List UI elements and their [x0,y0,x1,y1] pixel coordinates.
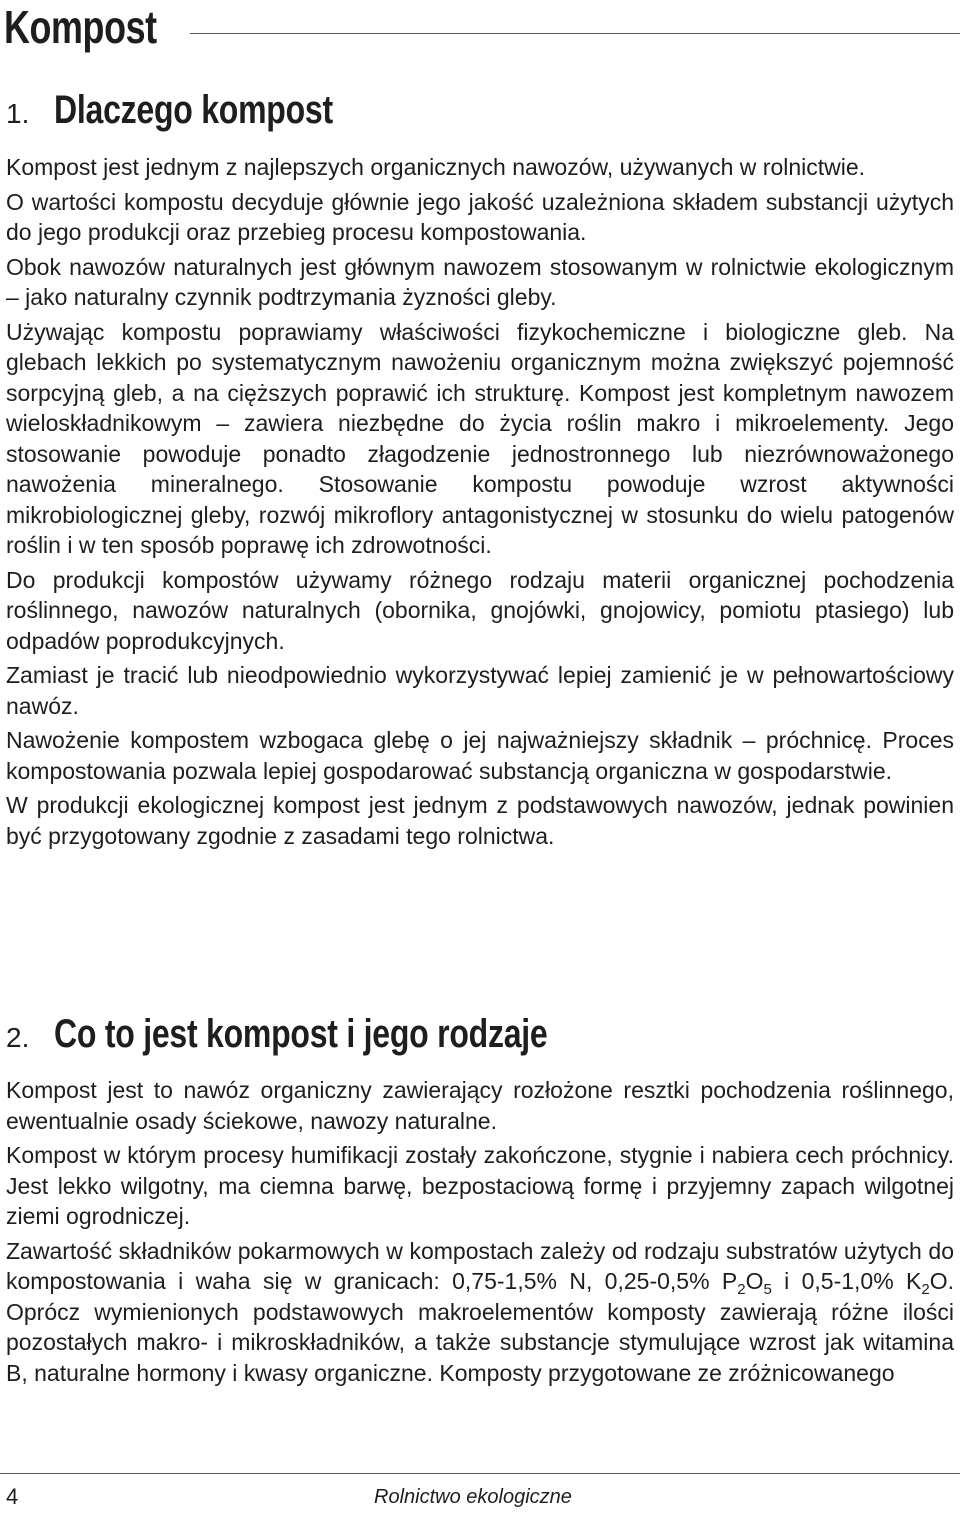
section-2-body [6,1075,954,1392]
subscript: 2 [737,1281,746,1298]
section-1-title: Dlaczego kompost [54,88,333,132]
section-1-heading [6,88,403,133]
paragraph: Obok nawozów naturalnych jest głównym nawozem stosowanym w rolnictwie ekologicznym – jako naturalny czynnik podtrzymania żyzności gleby. [6,253,954,310]
section-1-number: 1. [6,98,30,129]
paragraph: W produkcji ekologicznej kompost jest jednym z podstawowych nawozów, jednak powinien być przygotowany zgodnie z zasadami tego rolnictwa. [6,792,954,849]
paragraph: Kompost w którym procesy humifikacji zostały zakończone, stygnie i nabiera cech próchnicy. Jest lekko wilgotny, ma ciemna barwę, bezpostaciową formę i przyjemny zapach wilgotnej ziemi ogrodniczej. [6,1142,954,1229]
page-title: Kompost [4,1,157,53]
title-divider [190,33,960,34]
section-2-title: Co to jest kompost i jego rodzaje [54,1012,548,1056]
paragraph: Kompost jest jednym z najlepszych organicznych nawozów, używanych w rolnictwie. [6,154,866,180]
paragraph: Kompost jest to nawóz organiczny zawierający rozłożone resztki pochodzenia roślinnego, ewentualnie osady ściekowe, nawozy naturalne. [6,1077,954,1134]
nutrient-text-3: i 0,5-1,0% K [771,1268,922,1294]
paragraph: Do produkcji kompostów używamy różnego rodzaju materii organicznej pochodzenia roślinnego, nawozów naturalnych (obornika, gnojówki, gnojowicy, pomiotu ptasiego) lub odpadów poprodukcyjnych. [6,566,954,654]
nutrient-text-4: O. Oprócz wymienionych podstawowych makroelementów komposty zawierają różne ilości pozostałych makro- i mikroskładników, a także substancje stymulujące wzrost jak witamina B, naturalne hormony i kwasy organiczne. Komposty przygotowane ze zróżnicowanego [6,1268,954,1386]
paragraph: Używając kompostu poprawiamy właściwości fizykochemiczne i biologiczne gleb. Na glebach lekkich po systematycznym nawożeniu organicznym można zwiększyć pojemność sorpcyjną gleb, a na cięższych poprawić ich strukturę. Kompost jest kompletnym nawozem wieloskładnikowym – zawiera niezbędne do życia roślin makro i mikroelementy. Jego stosowanie powoduje ponadto złagodzenie jednostronnego lub niezrównoważonego nawożenia mineralnego. Stosowanie kompostu powoduje wzrost aktywności mikrobiologicznej gleby, rozwój mikroflory antagonistycznej w stosunku do wielu patogenów roślin i w ten sposób poprawę ich zdrowotności. [6,318,954,558]
nutrient-paragraph [6,1236,954,1389]
footer-divider [0,1473,960,1474]
section-2-heading [6,1012,671,1057]
section-2-number: 2. [6,1022,30,1053]
publication-title: Rolnictwo ekologiczne [374,1486,572,1508]
paragraph: O wartości kompostu decyduje głównie jego jakość uzależniona składem substancji użytych do jego produkcji oraz przebieg procesu kompostowania. [6,188,954,245]
page-number: 4 [6,1484,19,1509]
subscript: 2 [921,1281,930,1298]
paragraph: Zamiast je tracić lub nieodpowiednio wykorzystywać lepiej zamienić je w pełnowartościowy nawóz. [6,662,954,719]
subscript: 5 [763,1281,772,1298]
nutrient-text-2: O [745,1268,764,1294]
paragraph: Nawożenie kompostem wzbogaca glebę o jej najważniejszy składnik – próchnicę. Proces kompostowania pozwala lepiej gospodarować substancją organiczna w gospodarstwie. [6,727,954,784]
section-1-body [6,152,954,855]
nutrient-text-1: Zawartość składników pokarmowych w kompostach zależy od rodzaju substratów użytych do kompostowania i waha się w granicach: 0,75-1,5% N, 0,25-0,5% P [6,1237,954,1294]
